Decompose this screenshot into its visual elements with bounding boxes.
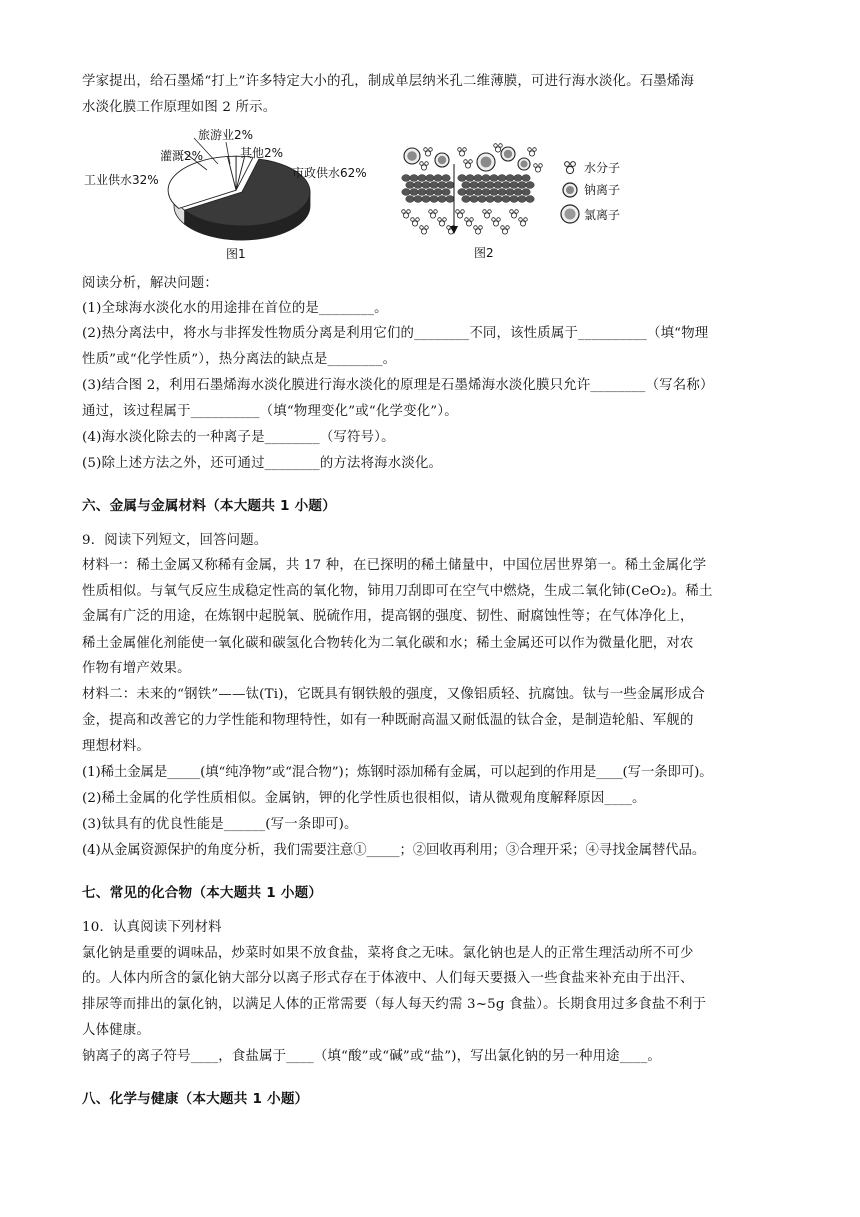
graphene-membrane-ball: [458, 189, 466, 196]
water-molecule-atom: [484, 213, 489, 218]
legend-water-label: 水分子: [584, 161, 621, 175]
water-molecule-atom: [497, 218, 501, 222]
water-molecule-atom: [534, 164, 538, 168]
water-molecule-atom: [529, 151, 534, 156]
graphene-membrane-ball: [462, 182, 470, 189]
section7-heading: 七、常见的化合物（本大题共 1 小题）: [82, 885, 323, 901]
water-molecule-atom: [438, 218, 442, 222]
legend-water-molecule: [565, 160, 620, 175]
water-molecule-atom: [403, 213, 408, 218]
water-molecule-atom: [459, 151, 464, 156]
water-molecule-atom: [424, 148, 428, 152]
water-molecule-atom: [511, 213, 516, 218]
water-molecule-atom: [434, 210, 438, 214]
section6-heading: 六、金属与金属材料（本大题共 1 小题）: [82, 498, 337, 514]
q8-sub4: (4)海水淡化除去的一种离子是________（写符号）。: [82, 430, 395, 445]
legend-chloride-ion: [561, 205, 620, 223]
graphene-membrane-ball: [498, 175, 506, 182]
water-molecule-atom: [493, 221, 498, 226]
graphene-membrane-ball: [470, 196, 478, 203]
water-molecule-atom: [425, 151, 430, 156]
graphene-membrane-ball: [410, 189, 418, 196]
water-molecule-atom: [407, 210, 411, 214]
water-molecule-atom: [456, 210, 460, 214]
water-molecule-atom: [501, 226, 505, 230]
water-molecule-atom: [425, 226, 429, 230]
material2-line1: 材料二：未来的“钢铁”——钛(Ti)，它既具有钢铁般的强度，又像铝质轻、抗腐蚀。钛与一些金属形成合: [82, 687, 705, 702]
graphene-membrane-ball: [458, 175, 466, 182]
intro-line-2: 水淡化膜工作原理如图 2 所示。: [82, 100, 277, 115]
graphene-membrane-ball: [490, 189, 498, 196]
water-molecule-atom: [457, 213, 462, 218]
graphene-membrane-ball: [414, 182, 422, 189]
graphene-membrane-ball: [514, 175, 522, 182]
graphene-membrane-ball: [442, 189, 450, 196]
water-molecule-atom: [469, 160, 473, 164]
q9-sub4: (4)从金属资源保护的角度分析，我们需要注意①_____；②回收再利用；③合理开采；④寻找金属替代品。: [82, 843, 706, 858]
q10-para-line3: 排尿等而排出的氯化钠，以满足人体的正常需要（每人每天约需 3~5g 食盐）。长期食用过多食盐不利于: [82, 997, 707, 1012]
q9-sub3: (3)钛具有的优良性能是______(写一条即可)。: [82, 817, 358, 832]
water-molecule-atom: [533, 148, 537, 152]
graphene-membrane-ball: [434, 189, 442, 196]
graphene-membrane-ball: [474, 175, 482, 182]
water-molecule-atom: [539, 164, 543, 168]
water-molecule-atom: [420, 162, 424, 166]
graphene-membrane-ball: [438, 196, 446, 203]
water-molecule-atom: [425, 162, 429, 166]
material2-line3: 理想材料。: [82, 739, 150, 754]
graphene-membrane-ball: [414, 196, 422, 203]
water-molecule-atom: [483, 210, 487, 214]
graphene-membrane-ball: [406, 196, 414, 203]
graphene-membrane-ball: [482, 189, 490, 196]
q9-sub1: (1)稀土金属是_____(填“纯净物”或“混合物”)；炼钢时添加稀有金属，可以起到的作用是____(写一条即可)。: [82, 765, 713, 780]
material1-line1: 材料一：稀土金属又称稀有金属，共 17 种，在已探明的稀土储量中，中国位居世界第一。稀土金属化学: [82, 558, 707, 573]
graphene-membrane-ball: [426, 175, 434, 182]
water-molecule-atom: [479, 226, 483, 230]
water-molecule-atom: [421, 165, 426, 170]
figure2-membrane-diagram: [398, 142, 648, 262]
water-molecule-atom: [535, 167, 540, 172]
pie-label-tourism: 旅游业2%: [198, 128, 254, 142]
graphene-membrane-ball: [522, 189, 530, 196]
graphene-membrane-ball: [418, 189, 426, 196]
q8-sub1: (1)全球海水淡化水的用途排在首位的是________。: [82, 301, 388, 316]
graphene-membrane-ball: [430, 196, 438, 203]
graphene-membrane-ball: [510, 182, 518, 189]
graphene-membrane-ball: [474, 189, 482, 196]
figure1-pie-chart: [82, 122, 392, 262]
graphene-membrane-ball: [410, 175, 418, 182]
graphene-membrane-ball: [438, 182, 446, 189]
water-molecule-atom: [492, 218, 496, 222]
graphene-membrane-ball: [442, 175, 450, 182]
graphene-membrane-ball: [466, 189, 474, 196]
graphene-membrane-ball: [446, 182, 454, 189]
water-molecule-atom: [412, 221, 417, 226]
graphene-membrane-ball: [402, 189, 410, 196]
graphene-membrane-ball: [486, 196, 494, 203]
graphene-membrane-ball: [422, 182, 430, 189]
water-molecule-atom: [464, 160, 468, 164]
pie-label-other: 其他2%: [240, 146, 284, 160]
water-molecule-atom: [506, 226, 510, 230]
graphene-membrane-ball: [502, 196, 510, 203]
water-molecule-atom: [421, 229, 426, 234]
graphene-membrane-ball: [482, 175, 490, 182]
q8-sub3-line1: (3)结合图 2，利用石墨烯海水淡化膜进行海水淡化的原理是石墨烯海水淡化膜只允许________（写名称）: [82, 378, 714, 393]
graphene-membrane-ball: [446, 196, 454, 203]
water-molecule-atom: [495, 147, 500, 152]
graphene-membrane-ball: [466, 175, 474, 182]
q8-lead: 阅读分析，解决问题：: [82, 276, 218, 291]
water-molecule-atom: [524, 218, 528, 222]
water-molecule-atom: [475, 229, 480, 234]
water-molecule-atom: [515, 210, 519, 214]
graphene-membrane-ball: [422, 196, 430, 203]
graphene-membrane-ball: [486, 182, 494, 189]
water-molecule-atom: [465, 163, 470, 168]
graphene-membrane-ball: [510, 196, 518, 203]
water-molecule-atom: [463, 148, 467, 152]
water-molecule-atom: [429, 148, 433, 152]
q8-sub2-line2: 性质”或“化学性质”），热分离法的缺点是________。: [82, 352, 397, 367]
graphene-membrane-ball: [478, 196, 486, 203]
figure1-caption: 图1: [226, 247, 246, 261]
graphene-membrane-ball: [506, 189, 514, 196]
water-molecule-atom: [466, 221, 471, 226]
graphene-membrane-ball: [518, 196, 526, 203]
graphene-membrane-ball: [430, 182, 438, 189]
legend-sodium-label: 钠离子: [584, 183, 621, 197]
water-molecule-atom: [494, 144, 498, 148]
graphene-membrane-ball: [470, 182, 478, 189]
water-molecule-atom: [411, 218, 415, 222]
ion-sphere-core: [438, 156, 446, 164]
ion-sphere-core: [520, 160, 527, 167]
q10-para-line1: 氯化钠是重要的调味品，炒菜时如果不放食盐，菜将食之无味。氯化钠也是人的正常生理活动所不可少: [82, 946, 694, 961]
water-molecule-atom: [502, 229, 507, 234]
pie-label-irrigation: 灌溉2%: [160, 149, 204, 163]
legend-chloride-label: 氯离子: [584, 208, 621, 222]
water-molecule-atom: [430, 213, 435, 218]
water-molecule-atom: [528, 148, 532, 152]
water-molecule-atom: [519, 218, 523, 222]
water-molecule-atom: [443, 218, 447, 222]
graphene-membrane-ball: [402, 175, 410, 182]
water-molecule-atom: [488, 210, 492, 214]
water-molecule-atom: [420, 226, 424, 230]
graphene-membrane-ball: [494, 182, 502, 189]
q8-sub3-line2: 通过，该过程属于__________（填“物理变化”或“化学变化”）。: [82, 404, 458, 419]
material1-line2: 性质相似。与氧气反应生成稳定性高的氧化物，铈用刀刮即可在空气中燃烧，生成二氧化铈(CeO₂)。稀土: [82, 584, 713, 599]
graphene-membrane-ball: [462, 196, 470, 203]
graphene-membrane-ball: [494, 196, 502, 203]
section8-heading: 八、化学与健康（本大题共 1 小题）: [82, 1091, 309, 1107]
water-molecule-atom: [402, 210, 406, 214]
graphene-membrane-ball: [526, 196, 534, 203]
q10-title: 10．认真阅读下列材料: [82, 920, 222, 935]
graphene-membrane-ball: [498, 189, 506, 196]
water-molecule-atom: [499, 144, 503, 148]
water-molecule-atom: [461, 210, 465, 214]
water-molecule-atom: [520, 221, 525, 226]
graphene-membrane-ball: [526, 182, 534, 189]
graphene-membrane-ball: [418, 175, 426, 182]
material2-line2: 金，提高和改善它的力学性能和物理特性，如有一种既耐高温又耐低温的钛合金，是制造轮船、军舰的: [82, 713, 694, 728]
graphene-membrane-ball: [506, 175, 514, 182]
graphene-membrane-ball: [514, 189, 522, 196]
water-molecule-atom: [510, 210, 514, 214]
graphene-membrane-ball: [434, 175, 442, 182]
graphene-membrane-ball: [502, 182, 510, 189]
pie-label-industrial: 工业供水32%: [84, 173, 159, 187]
q9-sub2: (2)稀土金属的化学性质相似。金属钠，钾的化学性质也很相似，请从微观角度解释原因____。: [82, 791, 646, 806]
water-molecule-atom: [458, 148, 462, 152]
q8-sub5: (5)除上述方法之外，还可通过________的方法将海水淡化。: [82, 456, 443, 471]
water-molecule-atom: [465, 218, 469, 222]
q9-title: 9．阅读下列短文，回答问题。: [82, 533, 268, 548]
graphene-membrane-ball: [490, 175, 498, 182]
water-molecule-atom: [429, 210, 433, 214]
water-molecule-atom: [416, 218, 420, 222]
figure2-caption: 图2: [474, 246, 494, 260]
water-molecule-atom: [470, 218, 474, 222]
pie-label-municipal: 市政供水62%: [292, 166, 367, 180]
graphene-membrane-ball: [426, 189, 434, 196]
q10-para-line4: 人体健康。: [82, 1023, 150, 1038]
graphene-membrane-ball: [518, 182, 526, 189]
graphene-membrane-ball: [406, 182, 414, 189]
material1-line3: 金属有广泛的用途，在炼钢中起脱氧、脱硫作用，提高钢的强度、韧性、耐腐蚀性等；在气体净化上，: [82, 609, 694, 624]
graphene-membrane-ball: [522, 175, 530, 182]
ion-sphere-core: [481, 157, 492, 168]
q8-sub2-line1: (2)热分离法中，将水与非挥发性物质分离是利用它们的________不同，该性质属于__________（填“物理: [82, 326, 709, 341]
legend-sodium-ion: [563, 182, 620, 197]
material1-line4: 稀土金属催化剂能使一氧化碳和碳氢化合物转化为二氧化碳和水；稀土金属还可以作为微量化肥，对农: [82, 636, 694, 651]
material1-line5: 作物有增产效果。: [82, 661, 191, 676]
intro-line-1: 学家提出，给石墨烯“打上”许多特定大小的孔，制成单层纳米孔二维薄膜，可进行海水淡化。石墨烯海: [82, 74, 695, 89]
graphene-membrane-ball: [478, 182, 486, 189]
ion-sphere-core: [407, 151, 417, 161]
water-molecule-atom: [447, 226, 451, 230]
q10-question: 钠离子的离子符号____，食盐属于____（填“酸”或“碱”或“盐”)，写出氯化钠的另一种用途____。: [82, 1049, 661, 1064]
water-molecule-atom: [439, 221, 444, 226]
q10-para-line2: 的。人体内所含的氯化钠大部分以离子形式存在于体液中、人们每天要摄入一些食盐来补充由于出汗、: [82, 971, 694, 986]
water-molecule-atom: [474, 226, 478, 230]
ion-sphere-core: [504, 150, 512, 158]
